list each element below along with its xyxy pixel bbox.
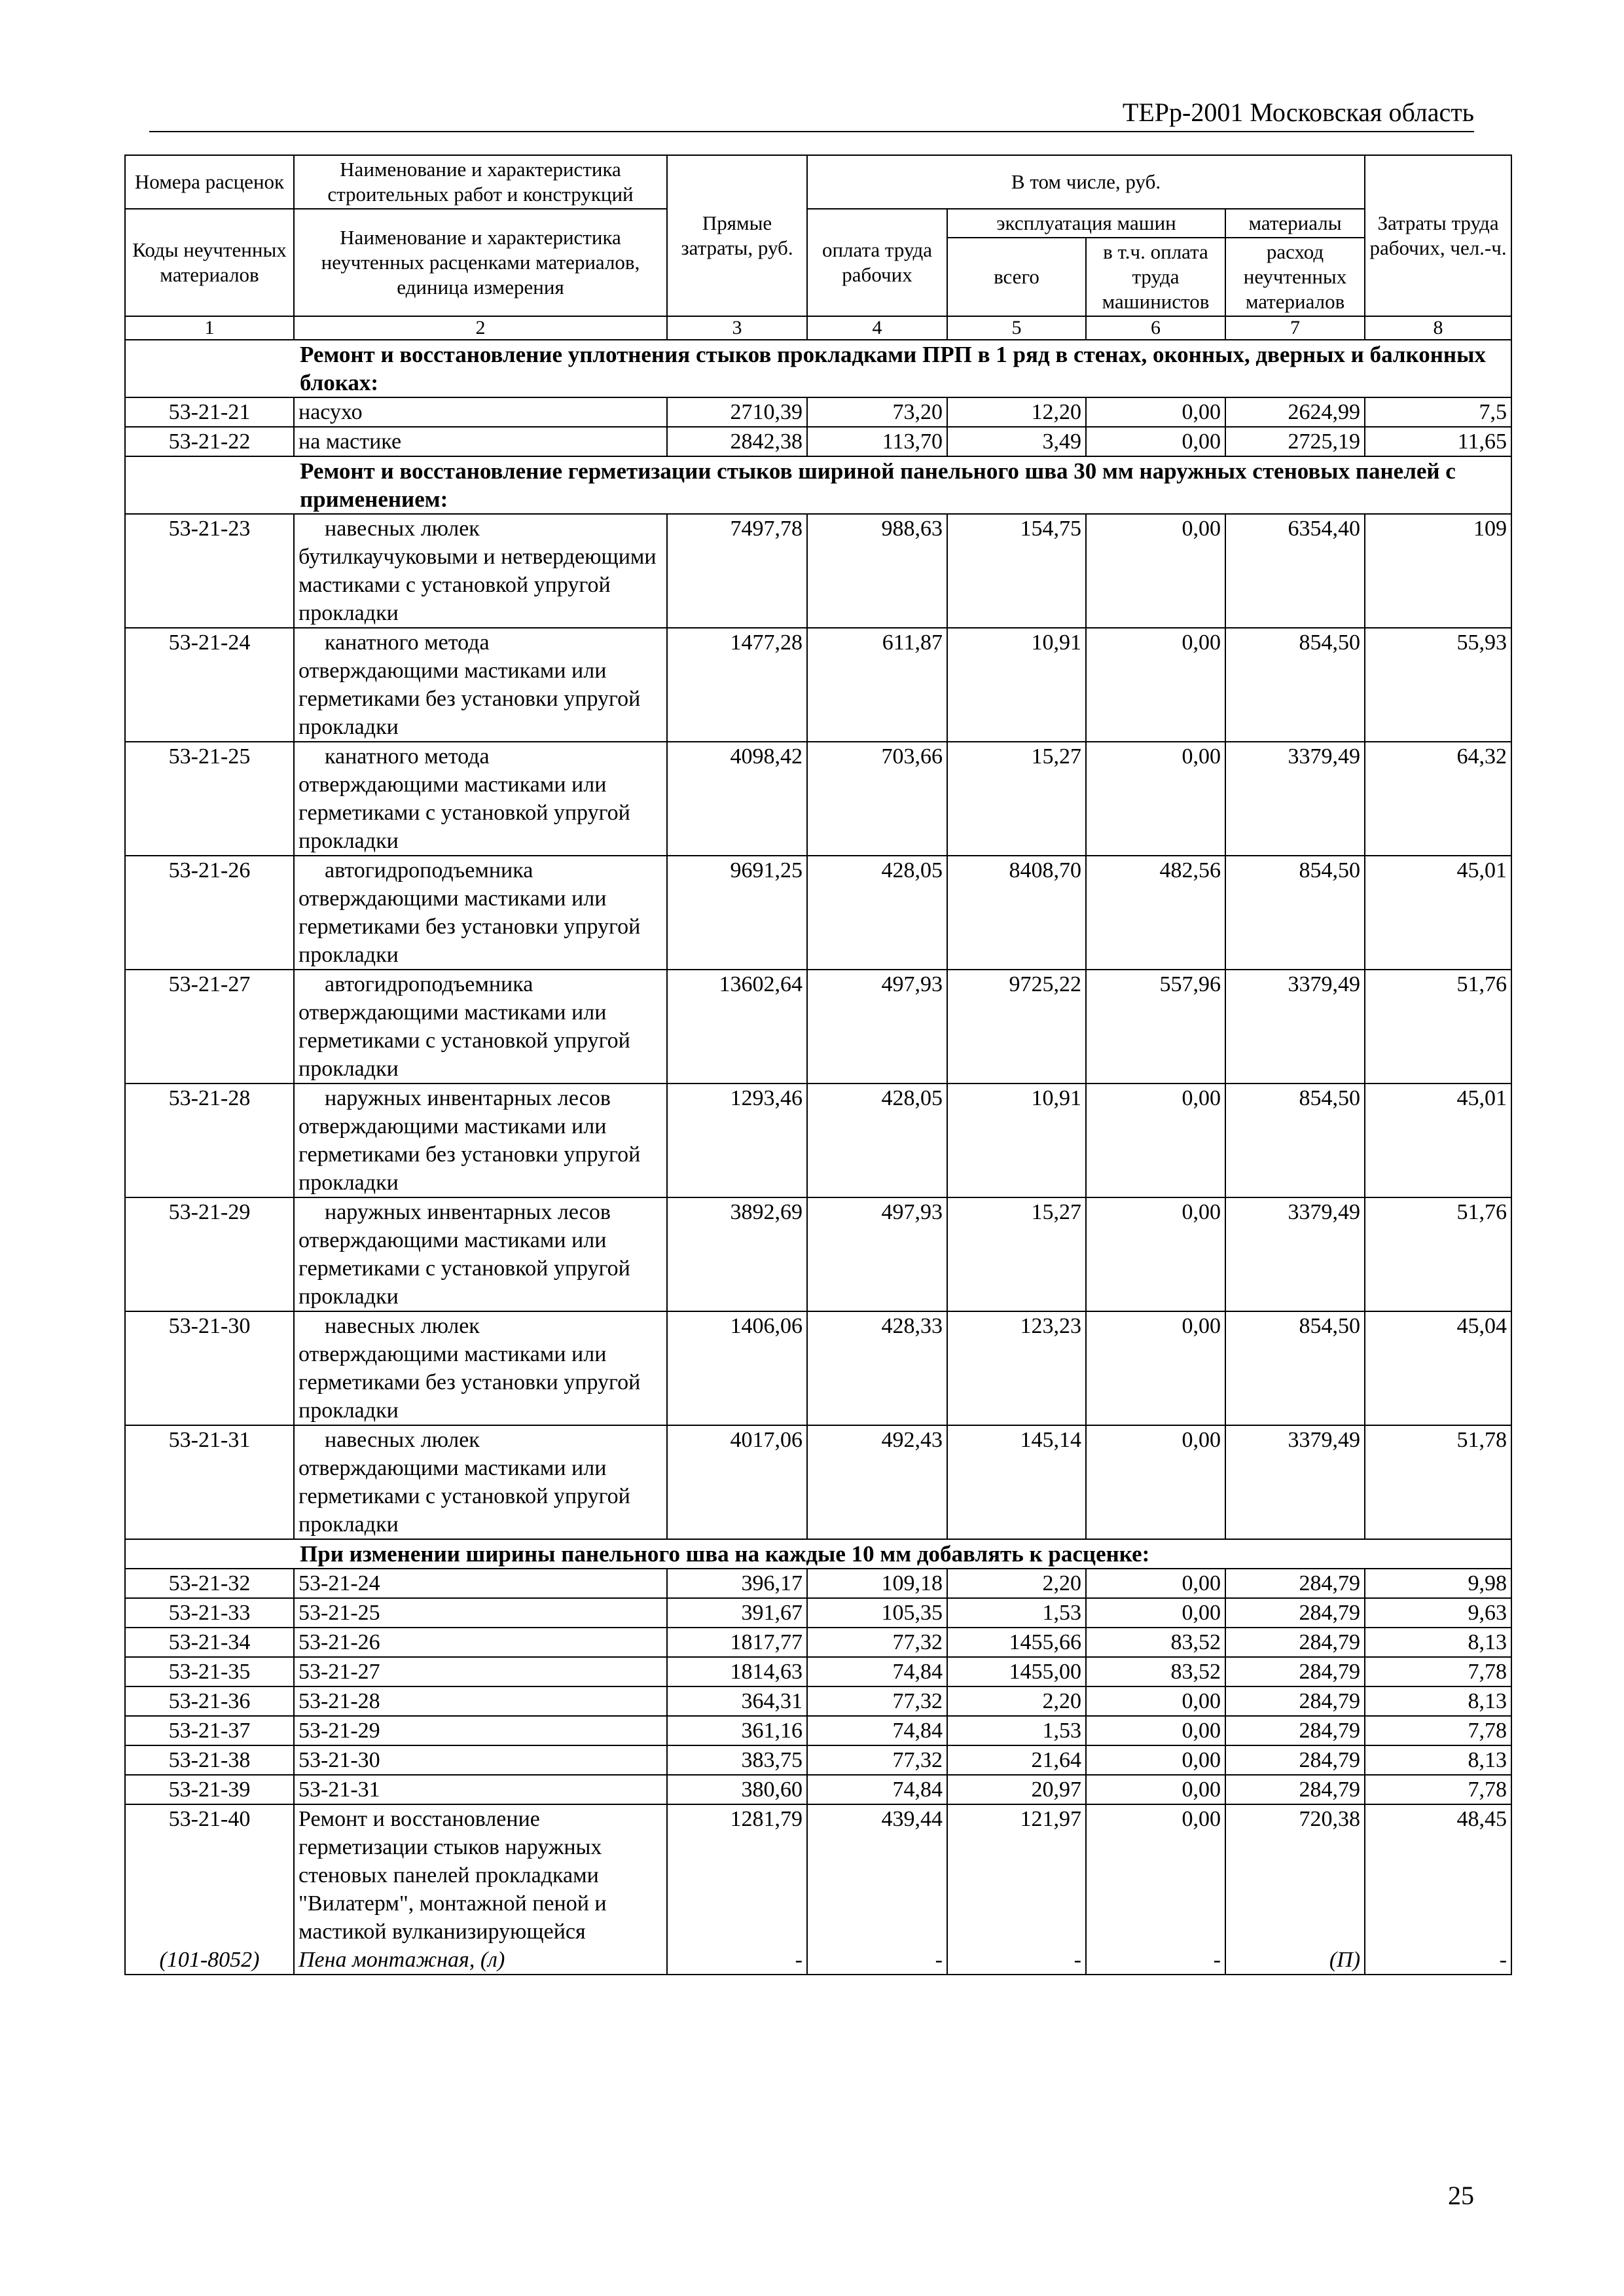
machinist-wages: 0,00 bbox=[1086, 427, 1225, 456]
work-name-method: автогидроподъемника bbox=[325, 858, 533, 883]
price-table bbox=[124, 155, 1512, 1975]
section-2 bbox=[125, 456, 1511, 1539]
materials-cost: 854,50 bbox=[1225, 1084, 1365, 1197]
direct-costs: 13602,64 bbox=[667, 970, 807, 1084]
header-rule bbox=[149, 131, 1474, 132]
materials-cost: 6354,40 bbox=[1225, 514, 1365, 628]
machinist-wages: 0,00 bbox=[1086, 1775, 1225, 1804]
header-machines: эксплуатация машин bbox=[947, 209, 1225, 238]
machines-total: 15,27 bbox=[947, 742, 1086, 856]
materials-cost: 284,79 bbox=[1225, 1745, 1365, 1775]
materials-cost: 854,50 bbox=[1225, 1311, 1365, 1425]
rate-code: 53-21-36 bbox=[125, 1686, 294, 1716]
work-name-detail: отверждающими мастиками или герметиками с установкой упругой прокладки bbox=[298, 773, 630, 853]
materials-cost: 3379,49 bbox=[1225, 1197, 1365, 1311]
direct-costs bbox=[667, 1804, 807, 1975]
rate-code: 53-21-25 bbox=[125, 742, 294, 856]
section-title-row bbox=[125, 1539, 1511, 1569]
rate-code: 53-21-24 bbox=[125, 628, 294, 742]
work-name: 53-21-30 bbox=[294, 1745, 667, 1775]
table-row bbox=[125, 1804, 1511, 1975]
materials-cost: 284,79 bbox=[1225, 1716, 1365, 1745]
direct-costs: 380,60 bbox=[667, 1775, 807, 1804]
labor-hours: 8,13 bbox=[1365, 1686, 1511, 1716]
work-name-detail: бутилкаучуковыми и нетвердеющими мастиками с установкой упругой прокладки bbox=[298, 545, 657, 625]
table-row bbox=[125, 1775, 1511, 1804]
machines-total: 1,53 bbox=[947, 1716, 1086, 1745]
table-row bbox=[125, 1311, 1511, 1425]
work-name bbox=[294, 1084, 667, 1197]
work-name-method: навесных люлек bbox=[325, 1428, 480, 1452]
direct-costs: 9691,25 bbox=[667, 856, 807, 970]
machines-total: 1,53 bbox=[947, 1598, 1086, 1628]
rate-code: 53-21-22 bbox=[125, 427, 294, 456]
machines-total: 15,27 bbox=[947, 1197, 1086, 1311]
labor-wages: 611,87 bbox=[807, 628, 947, 742]
work-name-detail: отверждающими мастиками или герметиками без установки упругой прокладки bbox=[298, 1114, 641, 1195]
labor-wages: 77,32 bbox=[807, 1745, 947, 1775]
labor-hours: 45,01 bbox=[1365, 856, 1511, 970]
work-name bbox=[294, 1197, 667, 1311]
table-row bbox=[125, 1745, 1511, 1775]
work-name-detail: отверждающими мастиками или герметиками с установкой упругой прокладки bbox=[298, 1456, 630, 1537]
section-title: Ремонт и восстановление герметизации стыков шириной панельного шва 30 мм наружных стеновых панелей с применением: bbox=[125, 456, 1511, 514]
column-number: 5 bbox=[947, 316, 1086, 340]
materials-cost: 284,79 bbox=[1225, 1686, 1365, 1716]
rate-code: 53-21-27 bbox=[125, 970, 294, 1084]
header-rate-numbers: Номера расценок bbox=[125, 155, 294, 209]
header-materials: материалы bbox=[1225, 209, 1365, 238]
materials-cost-value: 720,38 bbox=[1299, 1807, 1361, 1831]
work-name: 53-21-28 bbox=[294, 1686, 667, 1716]
work-name bbox=[294, 1311, 667, 1425]
work-name bbox=[294, 970, 667, 1084]
rate-code: 53-21-28 bbox=[125, 1084, 294, 1197]
materials-cost: 284,79 bbox=[1225, 1775, 1365, 1804]
labor-hours: 64,32 bbox=[1365, 742, 1511, 856]
labor-wages: 105,35 bbox=[807, 1598, 947, 1628]
header-machines-total: всего bbox=[947, 238, 1086, 316]
machines-total: 9725,22 bbox=[947, 970, 1086, 1084]
machines-total: 154,75 bbox=[947, 514, 1086, 628]
dash: - bbox=[795, 1948, 803, 1972]
rate-code: 53-21-34 bbox=[125, 1628, 294, 1657]
machinist-wages: 557,96 bbox=[1086, 970, 1225, 1084]
machines-total: 20,97 bbox=[947, 1775, 1086, 1804]
labor-wages: 73,20 bbox=[807, 397, 947, 427]
machines-total: 1455,66 bbox=[947, 1628, 1086, 1657]
work-name bbox=[294, 1425, 667, 1539]
machines-total: 123,23 bbox=[947, 1311, 1086, 1425]
machinist-wages: 0,00 bbox=[1086, 1598, 1225, 1628]
materials-cost: 2725,19 bbox=[1225, 427, 1365, 456]
column-number: 7 bbox=[1225, 316, 1365, 340]
machinist-wages: 0,00 bbox=[1086, 628, 1225, 742]
work-name: 53-21-24 bbox=[294, 1569, 667, 1598]
section-title: При изменении ширины панельного шва на каждые 10 мм добавлять к расценке: bbox=[125, 1539, 1511, 1569]
row-53-21-40-group bbox=[125, 1804, 1511, 1975]
work-name bbox=[294, 856, 667, 970]
section-title-row bbox=[125, 340, 1511, 397]
section-1 bbox=[125, 340, 1511, 456]
direct-costs: 1814,63 bbox=[667, 1657, 807, 1686]
machinist-wages: 0,00 bbox=[1086, 1197, 1225, 1311]
header-material-codes: Коды неучтенных материалов bbox=[125, 209, 294, 316]
header-work-name: Наименование и характеристика строительных работ и конструкций bbox=[294, 155, 667, 209]
labor-hours: 11,65 bbox=[1365, 427, 1511, 456]
labor-wages: 497,93 bbox=[807, 1197, 947, 1311]
labor-hours: 9,63 bbox=[1365, 1598, 1511, 1628]
work-name: на мастике bbox=[294, 427, 667, 456]
dash: - bbox=[1499, 1948, 1507, 1972]
machines-total: 2,20 bbox=[947, 1686, 1086, 1716]
labor-hours: 51,76 bbox=[1365, 1197, 1511, 1311]
machinist-wages: 83,52 bbox=[1086, 1657, 1225, 1686]
table-row bbox=[125, 1686, 1511, 1716]
machines-total: 3,49 bbox=[947, 427, 1086, 456]
table-row bbox=[125, 1598, 1511, 1628]
materials-cost: 854,50 bbox=[1225, 856, 1365, 970]
direct-costs: 1293,46 bbox=[667, 1084, 807, 1197]
labor-hours: 55,93 bbox=[1365, 628, 1511, 742]
rate-code: 53-21-37 bbox=[125, 1716, 294, 1745]
rate-code: 53-21-35 bbox=[125, 1657, 294, 1686]
machines-total: 10,91 bbox=[947, 628, 1086, 742]
machinist-wages: 0,00 bbox=[1086, 742, 1225, 856]
work-name-method: навесных люлек bbox=[325, 1314, 480, 1338]
rate-code: 53-21-21 bbox=[125, 397, 294, 427]
rate-code: 53-21-33 bbox=[125, 1598, 294, 1628]
table-row bbox=[125, 1084, 1511, 1197]
page-number: 25 bbox=[1448, 2181, 1474, 2210]
column-number: 1 bbox=[125, 316, 294, 340]
direct-costs: 1406,06 bbox=[667, 1311, 807, 1425]
machinist-wages: 0,00 bbox=[1086, 1745, 1225, 1775]
work-name-detail: отверждающими мастиками или герметиками без установки упругой прокладки bbox=[298, 886, 641, 967]
direct-costs-value: 1281,79 bbox=[730, 1807, 803, 1831]
work-name bbox=[294, 1804, 667, 1975]
labor-wages bbox=[807, 1804, 947, 1975]
rate-code bbox=[125, 1804, 294, 1975]
dash: - bbox=[935, 1948, 943, 1972]
table-row bbox=[125, 1716, 1511, 1745]
work-name bbox=[294, 514, 667, 628]
header-material-name: Наименование и характеристика неучтенных расценками материалов, единица измерения bbox=[294, 209, 667, 316]
labor-wages: 703,66 bbox=[807, 742, 947, 856]
direct-costs: 364,31 bbox=[667, 1686, 807, 1716]
labor-wages: 74,84 bbox=[807, 1657, 947, 1686]
table-row bbox=[125, 514, 1511, 628]
work-name-detail: отверждающими мастиками или герметиками без установки упругой прокладки bbox=[298, 659, 641, 739]
labor-wages: 109,18 bbox=[807, 1569, 947, 1598]
table-row bbox=[125, 856, 1511, 970]
table-row bbox=[125, 397, 1511, 427]
rate-code: 53-21-31 bbox=[125, 1425, 294, 1539]
header-machinist-wages: в т.ч. оплата труда машинистов bbox=[1086, 238, 1225, 316]
labor-hours: 7,78 bbox=[1365, 1657, 1511, 1686]
direct-costs: 1817,77 bbox=[667, 1628, 807, 1657]
machines-total: 21,64 bbox=[947, 1745, 1086, 1775]
section-title: Ремонт и восстановление уплотнения стыков прокладками ПРП в 1 ряд в стенах, оконных, дверных и балконных блоках: bbox=[125, 340, 1511, 397]
table-row bbox=[125, 1628, 1511, 1657]
work-name-method: канатного метода bbox=[325, 630, 490, 655]
dash: - bbox=[1074, 1948, 1081, 1972]
machines-total: 145,14 bbox=[947, 1425, 1086, 1539]
dash: - bbox=[1213, 1948, 1221, 1972]
table-row bbox=[125, 427, 1511, 456]
table-row bbox=[125, 1425, 1511, 1539]
labor-hours: 8,13 bbox=[1365, 1745, 1511, 1775]
direct-costs: 4017,06 bbox=[667, 1425, 807, 1539]
work-name-method: канатного метода bbox=[325, 744, 490, 769]
materials-cost: 3379,49 bbox=[1225, 742, 1365, 856]
materials-cost: 2624,99 bbox=[1225, 397, 1365, 427]
labor-wages: 77,32 bbox=[807, 1686, 947, 1716]
machinist-wages: 0,00 bbox=[1086, 1311, 1225, 1425]
labor-wages: 492,43 bbox=[807, 1425, 947, 1539]
column-number: 8 bbox=[1365, 316, 1511, 340]
labor-wages: 497,93 bbox=[807, 970, 947, 1084]
materials-cost: 3379,49 bbox=[1225, 970, 1365, 1084]
labor-hours: 8,13 bbox=[1365, 1628, 1511, 1657]
table-header-row bbox=[125, 209, 1511, 238]
direct-costs: 4098,42 bbox=[667, 742, 807, 856]
section-title-row bbox=[125, 456, 1511, 514]
work-name: 53-21-29 bbox=[294, 1716, 667, 1745]
machinist-wages: 0,00 bbox=[1086, 397, 1225, 427]
column-number: 2 bbox=[294, 316, 667, 340]
labor-hours: 45,04 bbox=[1365, 1311, 1511, 1425]
labor-wages: 428,05 bbox=[807, 856, 947, 970]
direct-costs: 2710,39 bbox=[667, 397, 807, 427]
labor-wages: 74,84 bbox=[807, 1716, 947, 1745]
header-direct-costs: Прямые затраты, руб. bbox=[667, 155, 807, 316]
machines-total-value: 121,97 bbox=[1020, 1807, 1081, 1831]
labor-hours: 7,78 bbox=[1365, 1775, 1511, 1804]
direct-costs: 3892,69 bbox=[667, 1197, 807, 1311]
labor-hours-value: 48,45 bbox=[1456, 1807, 1507, 1831]
work-name: 53-21-31 bbox=[294, 1775, 667, 1804]
rate-code: 53-21-23 bbox=[125, 514, 294, 628]
machinist-wages: 83,52 bbox=[1086, 1628, 1225, 1657]
labor-hours: 7,78 bbox=[1365, 1716, 1511, 1745]
work-name-method: наружных инвентарных лесов bbox=[325, 1200, 611, 1224]
machinist-wages-value: 0,00 bbox=[1182, 1807, 1221, 1831]
direct-costs: 383,75 bbox=[667, 1745, 807, 1775]
labor-hours: 109 bbox=[1365, 514, 1511, 628]
labor-hours: 9,98 bbox=[1365, 1569, 1511, 1598]
labor-wages: 428,05 bbox=[807, 1084, 947, 1197]
labor-wages-value: 439,44 bbox=[881, 1807, 943, 1831]
materials-cost bbox=[1225, 1804, 1365, 1975]
rate-code-value: 53-21-40 bbox=[168, 1807, 251, 1831]
table-row bbox=[125, 628, 1511, 742]
table-header-row bbox=[125, 155, 1511, 209]
work-name-detail: отверждающими мастиками или герметиками с установкой упругой прокладки bbox=[298, 1228, 630, 1309]
work-name-detail: отверждающими мастиками или герметиками с установкой упругой прокладки bbox=[298, 1000, 630, 1081]
table-row bbox=[125, 1197, 1511, 1311]
work-name: насухо bbox=[294, 397, 667, 427]
rate-code: 53-21-26 bbox=[125, 856, 294, 970]
work-name: 53-21-26 bbox=[294, 1628, 667, 1657]
machinist-wages bbox=[1086, 1804, 1225, 1975]
table-row bbox=[125, 970, 1511, 1084]
work-name-text: Ремонт и восстановление герметизации стыков наружных стеновых панелей прокладками "Вилатерм", монтажной пеной и мастикой вулканизирующейся bbox=[298, 1807, 607, 1944]
header-labor-hours: Затраты труда рабочих, чел.-ч. bbox=[1365, 155, 1511, 316]
direct-costs: 391,67 bbox=[667, 1598, 807, 1628]
table-row bbox=[125, 742, 1511, 856]
labor-hours: 51,78 bbox=[1365, 1425, 1511, 1539]
document-header-title: ТЕРр-2001 Московская область bbox=[1122, 98, 1474, 127]
table-row bbox=[125, 1657, 1511, 1686]
labor-wages: 428,33 bbox=[807, 1311, 947, 1425]
rate-code: 53-21-39 bbox=[125, 1775, 294, 1804]
labor-wages: 988,63 bbox=[807, 514, 947, 628]
rate-code: 53-21-30 bbox=[125, 1311, 294, 1425]
header-including: В том числе, руб. bbox=[807, 155, 1365, 209]
materials-cost: 854,50 bbox=[1225, 628, 1365, 742]
material-qty: (П) bbox=[1329, 1948, 1361, 1972]
labor-wages: 74,84 bbox=[807, 1775, 947, 1804]
direct-costs: 361,16 bbox=[667, 1716, 807, 1745]
column-number: 6 bbox=[1086, 316, 1225, 340]
section-3 bbox=[125, 1539, 1511, 1804]
labor-wages: 77,32 bbox=[807, 1628, 947, 1657]
machines-total: 1455,00 bbox=[947, 1657, 1086, 1686]
machinist-wages: 0,00 bbox=[1086, 1425, 1225, 1539]
materials-cost: 284,79 bbox=[1225, 1657, 1365, 1686]
header-materials-usage: расход неучтенных материалов bbox=[1225, 238, 1365, 316]
rate-code: 53-21-38 bbox=[125, 1745, 294, 1775]
labor-hours bbox=[1365, 1804, 1511, 1975]
header-labor-wages: оплата труда рабочих bbox=[807, 209, 947, 316]
labor-wages: 113,70 bbox=[807, 427, 947, 456]
work-name-method: наружных инвентарных лесов bbox=[325, 1086, 611, 1110]
machines-total: 8408,70 bbox=[947, 856, 1086, 970]
direct-costs: 1477,28 bbox=[667, 628, 807, 742]
labor-hours: 51,76 bbox=[1365, 970, 1511, 1084]
work-name: 53-21-25 bbox=[294, 1598, 667, 1628]
machinist-wages: 482,56 bbox=[1086, 856, 1225, 970]
work-name bbox=[294, 628, 667, 742]
column-number: 4 bbox=[807, 316, 947, 340]
labor-hours: 7,5 bbox=[1365, 397, 1511, 427]
direct-costs: 2842,38 bbox=[667, 427, 807, 456]
direct-costs: 7497,78 bbox=[667, 514, 807, 628]
work-name-detail: отверждающими мастиками или герметиками без установки упругой прокладки bbox=[298, 1342, 641, 1423]
table-row bbox=[125, 1569, 1511, 1598]
work-name-method: автогидроподъемника bbox=[325, 972, 533, 996]
machines-total: 2,20 bbox=[947, 1569, 1086, 1598]
work-name-method: навесных люлек bbox=[325, 517, 480, 541]
rate-code: 53-21-29 bbox=[125, 1197, 294, 1311]
labor-hours: 45,01 bbox=[1365, 1084, 1511, 1197]
direct-costs: 396,17 bbox=[667, 1569, 807, 1598]
material-code: (101-8052) bbox=[159, 1948, 260, 1972]
materials-cost: 284,79 bbox=[1225, 1569, 1365, 1598]
column-number: 3 bbox=[667, 316, 807, 340]
materials-cost: 284,79 bbox=[1225, 1628, 1365, 1657]
machinist-wages: 0,00 bbox=[1086, 1686, 1225, 1716]
machinist-wages: 0,00 bbox=[1086, 1716, 1225, 1745]
machinist-wages: 0,00 bbox=[1086, 1569, 1225, 1598]
column-numbers-row bbox=[125, 316, 1511, 340]
materials-cost: 284,79 bbox=[1225, 1598, 1365, 1628]
machines-total: 12,20 bbox=[947, 397, 1086, 427]
machines-total: 10,91 bbox=[947, 1084, 1086, 1197]
machinist-wages: 0,00 bbox=[1086, 514, 1225, 628]
materials-cost: 3379,49 bbox=[1225, 1425, 1365, 1539]
rate-code: 53-21-32 bbox=[125, 1569, 294, 1598]
work-name bbox=[294, 742, 667, 856]
machines-total bbox=[947, 1804, 1086, 1975]
machinist-wages: 0,00 bbox=[1086, 1084, 1225, 1197]
material-name: Пена монтажная, (л) bbox=[298, 1948, 505, 1972]
work-name: 53-21-27 bbox=[294, 1657, 667, 1686]
